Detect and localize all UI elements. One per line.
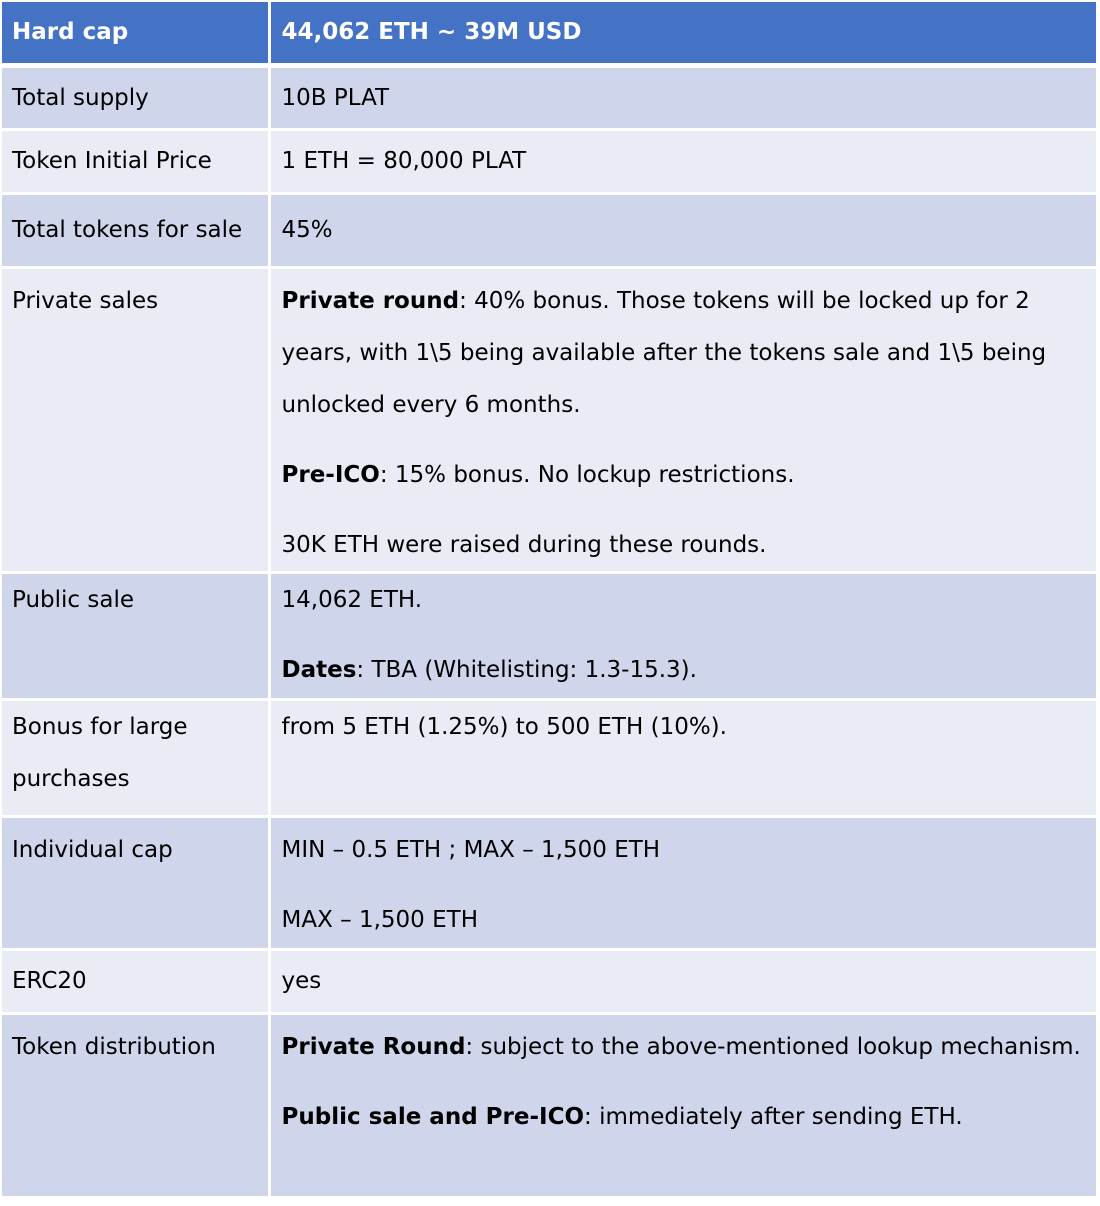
- public-sale-amount: 14,062 ETH.: [281, 586, 423, 613]
- initial-price-value: 1 ETH = 80,000 PLAT: [269, 129, 1096, 193]
- private-round-distribution-term: Private Round: [281, 1033, 466, 1060]
- individual-cap-value: [269, 816, 1096, 949]
- tokens-for-sale-label: Total tokens for sale: [2, 193, 269, 267]
- total-supply-value: 10B PLAT: [269, 65, 1096, 129]
- table-row-bonus-large: [2, 699, 1096, 816]
- private-round-term: Private round: [281, 287, 460, 314]
- total-supply-label: Total supply: [2, 65, 269, 129]
- dates-term: Dates: [281, 656, 357, 683]
- table-row-private-sales: [2, 267, 1096, 572]
- private-sales-label: Private sales: [2, 267, 269, 572]
- dates-text: : TBA (Whitelisting: 1.3-15.3).: [356, 656, 697, 683]
- private-round-paragraph: [282, 275, 1087, 431]
- individual-cap-label: Individual cap: [2, 816, 269, 949]
- token-distribution-label: Token distribution: [2, 1013, 269, 1196]
- token-distribution-value: [269, 1013, 1096, 1196]
- individual-cap-max: MAX – 1,500 ETH: [281, 906, 478, 933]
- pre-ico-term: Pre-ICO: [281, 461, 380, 488]
- table-row-token-distribution: [2, 1013, 1096, 1196]
- raised-paragraph: 30K ETH were raised during these rounds.: [281, 531, 767, 558]
- table-row-public-sale: [2, 572, 1096, 699]
- pre-ico-paragraph: [282, 449, 1087, 501]
- table-row-initial-price: [2, 129, 1096, 193]
- table-row-total-supply: [2, 65, 1096, 129]
- hard-cap-label: Hard cap: [2, 2, 269, 65]
- public-sale-distribution-term: Public sale and Pre-ICO: [281, 1103, 585, 1130]
- pre-ico-text: : 15% bonus. No lockup restrictions.: [379, 461, 795, 488]
- hard-cap-value: 44,062 ETH ~ 39M USD: [269, 2, 1096, 65]
- table-row-tokens-for-sale: [2, 193, 1096, 267]
- private-sales-value: [269, 267, 1096, 572]
- private-round-text: : 40% bonus. Those tokens will be locked up for 2 years, with 1\5 being available after the tokens sale and 1\5 being unlocked every 6 months.: [281, 287, 1047, 418]
- tokens-for-sale-value: 45%: [269, 193, 1096, 267]
- token-sale-table: [2, 2, 1096, 1196]
- erc20-label: ERC20: [2, 949, 269, 1013]
- bonus-large-label: Bonus for large purchases: [2, 699, 269, 816]
- bonus-large-value: from 5 ETH (1.25%) to 500 ETH (10%).: [269, 699, 1096, 816]
- public-sale-label: Public sale: [2, 572, 269, 699]
- token-sale-sheet: [2, 2, 1096, 1194]
- table-header-row: [2, 2, 1096, 65]
- initial-price-label: Token Initial Price: [2, 129, 269, 193]
- public-sale-value: [269, 572, 1096, 699]
- private-round-distribution-paragraph: [282, 1021, 1087, 1073]
- table-row-individual-cap: [2, 816, 1096, 949]
- erc20-value: yes: [269, 949, 1096, 1013]
- table-row-erc20: [2, 949, 1096, 1013]
- public-sale-dates-paragraph: [282, 644, 1087, 696]
- public-sale-distribution-text: : immediately after sending ETH.: [584, 1103, 963, 1130]
- individual-cap-min-max: MIN – 0.5 ETH ; MAX – 1,500 ETH: [281, 836, 661, 863]
- public-sale-distribution-paragraph: [282, 1091, 1087, 1143]
- private-round-distribution-text: : subject to the above-mentioned lookup mechanism.: [465, 1033, 1081, 1060]
